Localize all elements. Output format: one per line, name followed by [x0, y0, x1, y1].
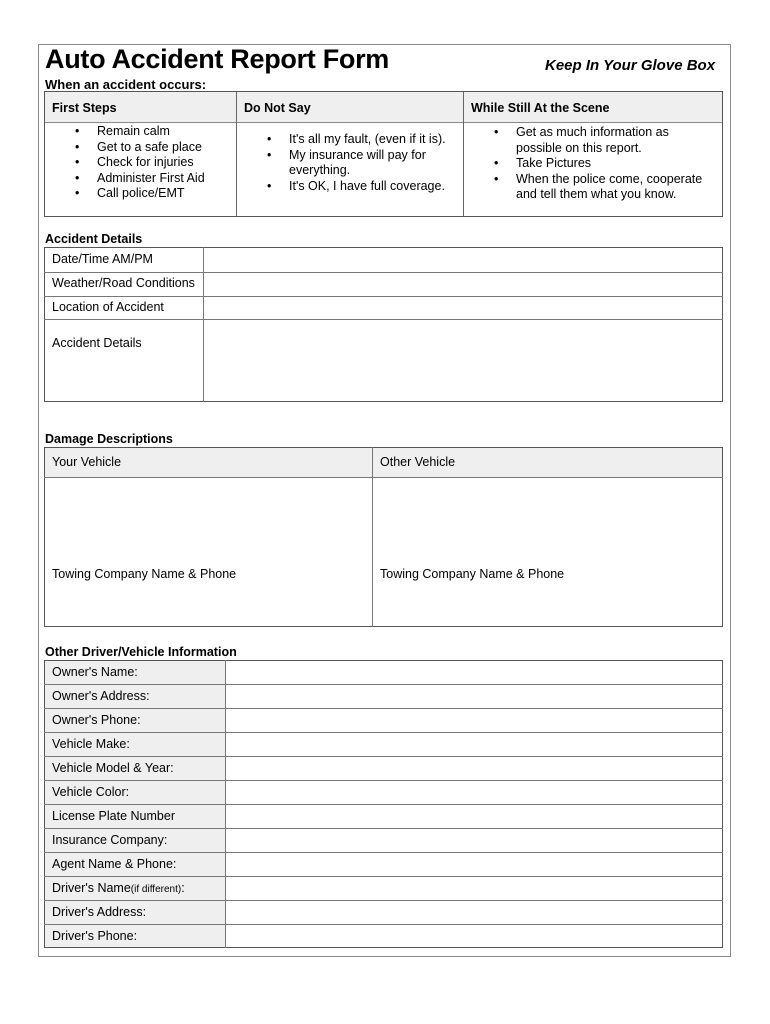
accident-details-title: Accident Details: [45, 232, 143, 246]
label-text: Insurance Company:: [52, 833, 168, 847]
owners-address-label: [52, 689, 150, 703]
label-text: Owner's Phone:: [52, 713, 141, 727]
list-item: • It's all my fault, (even if it is).: [289, 132, 459, 148]
vehicle-make-label: [52, 737, 130, 751]
label-text: Driver's Address:: [52, 905, 147, 919]
steps-divider: [463, 92, 464, 216]
list-item: • Check for injuries: [97, 155, 247, 171]
drivers-phone-field[interactable]: [226, 925, 722, 948]
steps-table: [44, 91, 723, 217]
vehicle-model-year-label: [52, 761, 174, 775]
list-item: • My insurance will pay for everything.: [289, 148, 459, 179]
date-time-label: Date/Time AM/PM: [52, 252, 153, 266]
form-title: Auto Accident Report Form: [45, 44, 390, 74]
owners-name-label: [52, 665, 138, 679]
at-scene-list: [497, 125, 716, 203]
drivers-address-field[interactable]: [226, 901, 722, 924]
accident-details-field[interactable]: [204, 320, 722, 401]
accident-details-label: Accident Details: [52, 336, 142, 350]
label-text: Owner's Name:: [52, 665, 138, 679]
owners-name-field[interactable]: [226, 661, 722, 684]
do-not-say-header: Do Not Say: [244, 101, 311, 115]
other-vehicle-damage-field[interactable]: [373, 478, 722, 626]
steps-header-row: [45, 92, 722, 123]
vehicle-color-label: [52, 785, 129, 799]
owners-phone-field[interactable]: [226, 709, 722, 732]
label-text: Owner's Address:: [52, 689, 150, 703]
weather-field[interactable]: [204, 273, 722, 296]
label-text: Vehicle Make:: [52, 737, 130, 751]
damage-title: Damage Descriptions: [45, 432, 173, 446]
at-scene-header: While Still At the Scene: [471, 101, 610, 115]
drivers-address-label: [52, 905, 146, 919]
label-text: License Plate Number: [52, 809, 175, 823]
your-vehicle-damage-field[interactable]: [45, 478, 371, 626]
drivers-name-label: [52, 881, 185, 895]
license-plate-label: [52, 809, 175, 823]
other-vehicle-label: Other Vehicle: [380, 455, 456, 469]
list-item: • It's OK, I have full coverage.: [289, 179, 459, 195]
label-text: Vehicle Color:: [52, 785, 130, 799]
label-text: Agent Name & Phone:: [52, 857, 177, 871]
vehicle-model-year-field[interactable]: [226, 757, 722, 780]
agent-name-phone-field[interactable]: [226, 853, 722, 876]
list-item: • When the police come, cooperate and tell them what you know.: [516, 172, 716, 203]
first-steps-list: [78, 124, 247, 202]
list-item: • Get as much information as possible on this report.: [516, 125, 716, 156]
label-text: Driver's Phone:: [52, 929, 138, 943]
drivers-phone-label: [52, 929, 137, 943]
driver-name-note: (if different): [130, 884, 182, 895]
list-item: • Remain calm: [97, 124, 247, 140]
do-not-say-list: [270, 132, 459, 194]
location-field[interactable]: [204, 297, 722, 319]
weather-label: Weather/Road Conditions: [52, 276, 195, 290]
your-vehicle-label: Your Vehicle: [52, 455, 122, 469]
list-item: • Get to a safe place: [97, 140, 247, 156]
form-subtitle: When an accident occurs:: [45, 77, 207, 92]
license-plate-field[interactable]: [226, 805, 722, 828]
location-label: Location of Accident: [52, 300, 164, 314]
first-steps-header: First Steps: [52, 101, 117, 115]
list-item: • Administer First Aid: [97, 171, 247, 187]
form-tagline: Keep In Your Glove Box: [545, 57, 716, 74]
label-text: Vehicle Model & Year:: [52, 761, 174, 775]
vehicle-make-field[interactable]: [226, 733, 722, 756]
driver-name-colon: :: [181, 881, 185, 895]
list-item: • Take Pictures: [516, 156, 716, 172]
insurance-company-field[interactable]: [226, 829, 722, 852]
owners-phone-label: [52, 713, 141, 727]
insurance-company-label: [52, 833, 167, 847]
owners-address-field[interactable]: [226, 685, 722, 708]
agent-name-phone-label: [52, 857, 176, 871]
towing-label-right: Towing Company Name & Phone: [380, 567, 565, 581]
list-item: • Call police/EMT: [97, 186, 247, 202]
label-text: Driver's Name: [52, 881, 131, 895]
towing-label-left: Towing Company Name & Phone: [52, 567, 237, 581]
drivers-name-field[interactable]: [226, 877, 722, 900]
vehicle-color-field[interactable]: [226, 781, 722, 804]
date-time-field[interactable]: [204, 248, 722, 272]
other-driver-title: Other Driver/Vehicle Information: [45, 645, 237, 659]
